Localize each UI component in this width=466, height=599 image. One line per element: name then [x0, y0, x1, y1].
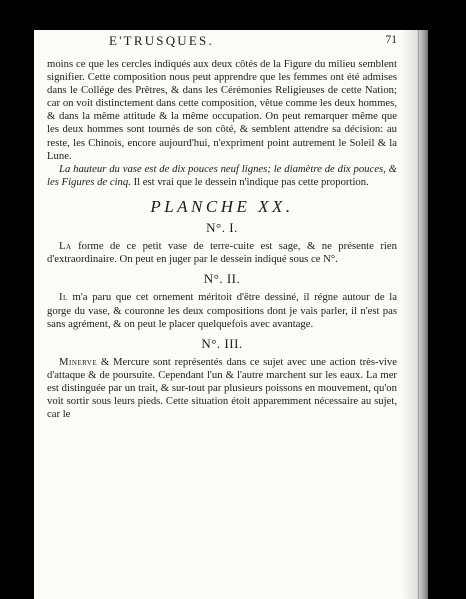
dimensions-paragraph: [47, 163, 397, 189]
spine-shadow: [402, 30, 428, 599]
section-lead-2: Il: [59, 291, 68, 304]
section-paragraph-1: [47, 240, 397, 266]
section-text-3: & Mercure sont représentés dans ce sujet avec une action très-vive d'attaque & de poursuite. Cependant l'un & l'autre marchent sur les eaux. La mer est distinguée par un trait, & sur-tout par plusieurs poissons en mouvement, qu'on voit sortir sous leurs pieds. Cette situation étoit apparemment nécessaire au sujet, car le: [47, 355, 397, 421]
body-text: [47, 58, 397, 421]
section-text-2: m'a paru que cet ornement méritoit d'être dessiné, il régne autour de la gorge du vase, & couronne les deux compositions dont je vais parler, il n'est pas sans agrément, & on peut le placer quelquefois avec avantage.: [47, 291, 397, 330]
continuation-paragraph: moins ce que les cercles indiqués aux deux côtés de la Figure du milieu semblent signifier. Cette composition nous peut apprendre que les femmes ont été admises dans le Collége des Prêtres, & dans les Cérémonies Religieuses de cette Nation; car on voit distinctement dans cette composition, vêtue comme les deux hommes, & dans la même attitude & la même occupation. On peut remarquer même que les deux hommes sont tournés de son côté, & semblent attendre sa décision: au reste, les Chinois, encore aujourd'hui, n'expriment point autrement le Soleil & la Lune.: [47, 58, 397, 162]
dimensions-roman: Il est vrai que le dessein n'indique pas cette proportion.: [130, 175, 369, 188]
section-lead-3: Minerve: [59, 355, 98, 368]
book-page: [34, 30, 428, 599]
dimensions-italic: La hauteur du vase est de dix pouces neuf lignes; le diamètre de dix pouces, & les Figures de cinq.: [47, 162, 397, 188]
page-number: 71: [385, 34, 397, 46]
plate-title: PLANCHE XX.: [150, 196, 294, 216]
section-heading-1: N°. I.: [206, 220, 238, 236]
section-heading-3: N°. III.: [201, 335, 243, 351]
section-paragraph-2: [47, 291, 397, 330]
spine-line: [418, 30, 419, 599]
running-head: [47, 33, 397, 49]
section-text-1: forme de ce petit vase de terre-cuite est sage, & ne présente rien d'extraordinaire. On peut en juger par le dessein indiqué sous ce N°.: [47, 240, 397, 266]
section-paragraph-3: [47, 356, 397, 421]
running-title: E'TRUSQUES.: [109, 33, 214, 48]
section-lead-1: La: [59, 240, 72, 253]
section-heading-2: N°. II.: [203, 271, 241, 287]
